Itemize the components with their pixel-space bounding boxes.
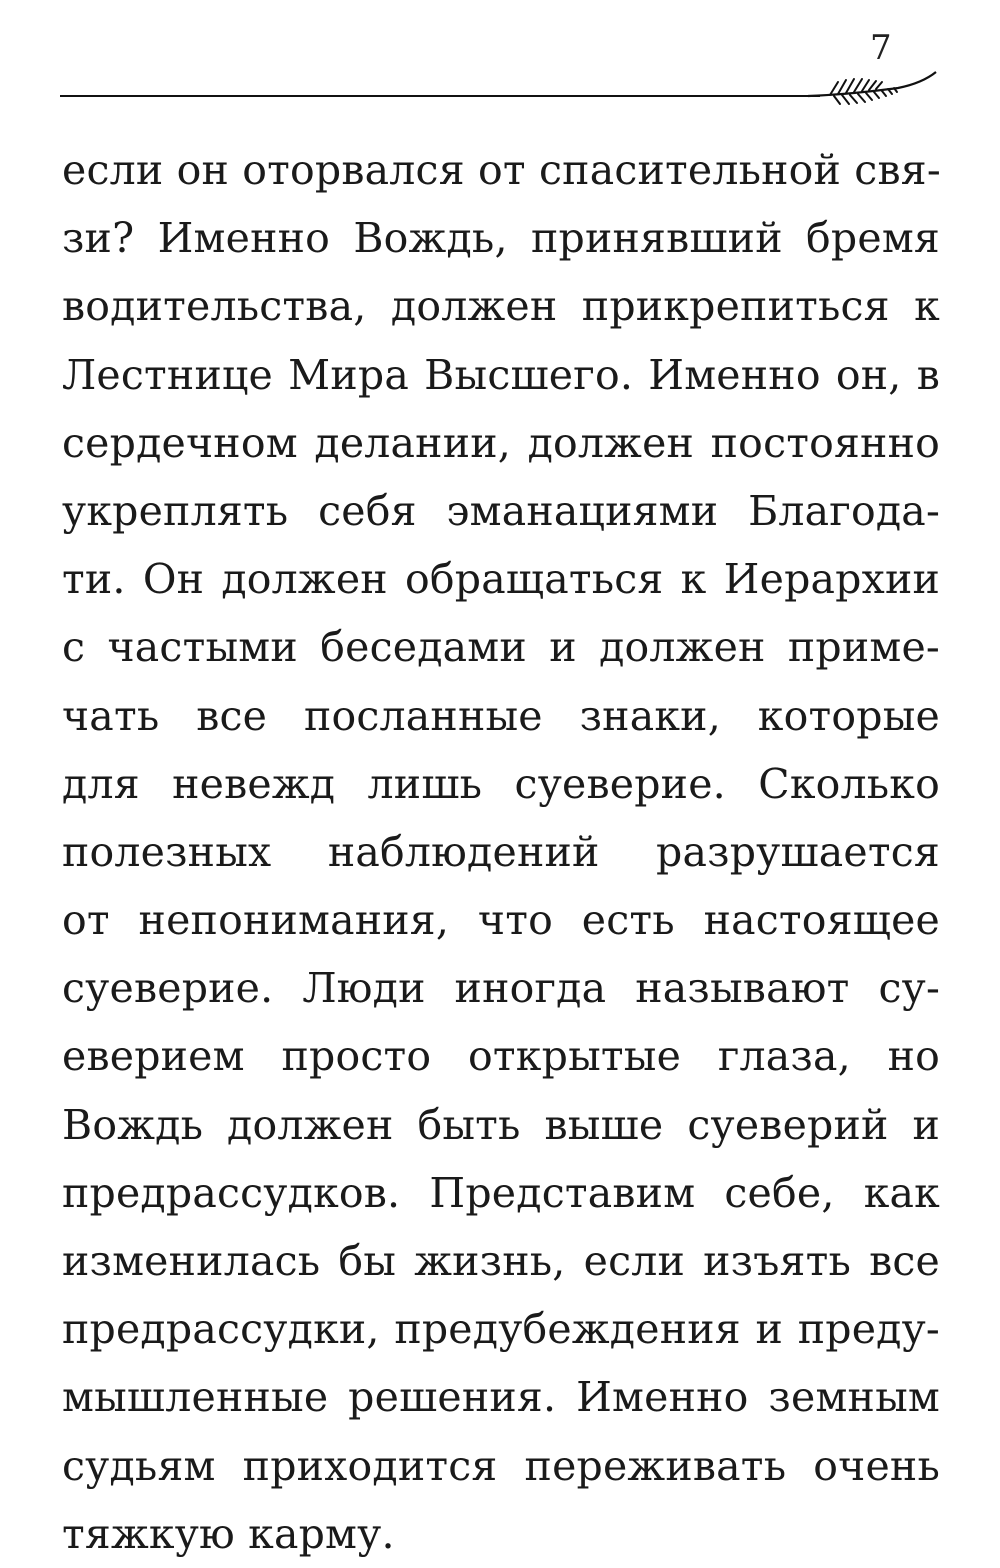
text-line: Лестнице Мира Высшего. Именно он, в	[62, 350, 940, 399]
text-line: зи? Именно Вождь, принявший бремя	[62, 214, 940, 263]
text-line: Вождь должен быть выше суеверий и	[62, 1100, 940, 1149]
text-line: если он оторвался от спасительной свя-	[62, 146, 941, 194]
text-line-last: тяжкую карму.	[62, 1509, 395, 1558]
page-number: 7	[870, 28, 892, 68]
header-rule	[60, 95, 820, 97]
text-line: предрассудков. Представим себе, как	[62, 1168, 940, 1217]
fern-ornament-icon	[808, 62, 938, 110]
text-line: судьям приходится переживать очень	[62, 1441, 940, 1490]
text-line: водительства, должен прикрепиться к	[62, 282, 940, 331]
text-line: с частыми беседами и должен приме-	[62, 623, 940, 672]
text-line: сердечном делании, должен постоянно	[62, 418, 940, 467]
body-text	[62, 136, 940, 1568]
text-line: мышленные решения. Именно земным	[62, 1373, 940, 1422]
text-line: суеверие. Люди иногда называют су-	[62, 964, 940, 1013]
text-line: предрассудки, предубеждения и преду-	[62, 1305, 940, 1354]
text-line: от непонимания, что есть настоящее	[62, 896, 940, 945]
text-line: укреплять себя эманациями Благода-	[62, 486, 940, 535]
text-line: еверием просто открытые глаза, но	[62, 1032, 940, 1081]
text-line: чать все посланные знаки, которые	[62, 691, 940, 740]
text-line: для невежд лишь суеверие. Сколько	[62, 759, 940, 808]
text-line: изменилась бы жизнь, если изъять все	[62, 1237, 940, 1285]
text-line: ти. Он должен обращаться к Иерархии	[62, 555, 940, 604]
text-line: полезных наблюдений разрушается	[62, 827, 940, 876]
